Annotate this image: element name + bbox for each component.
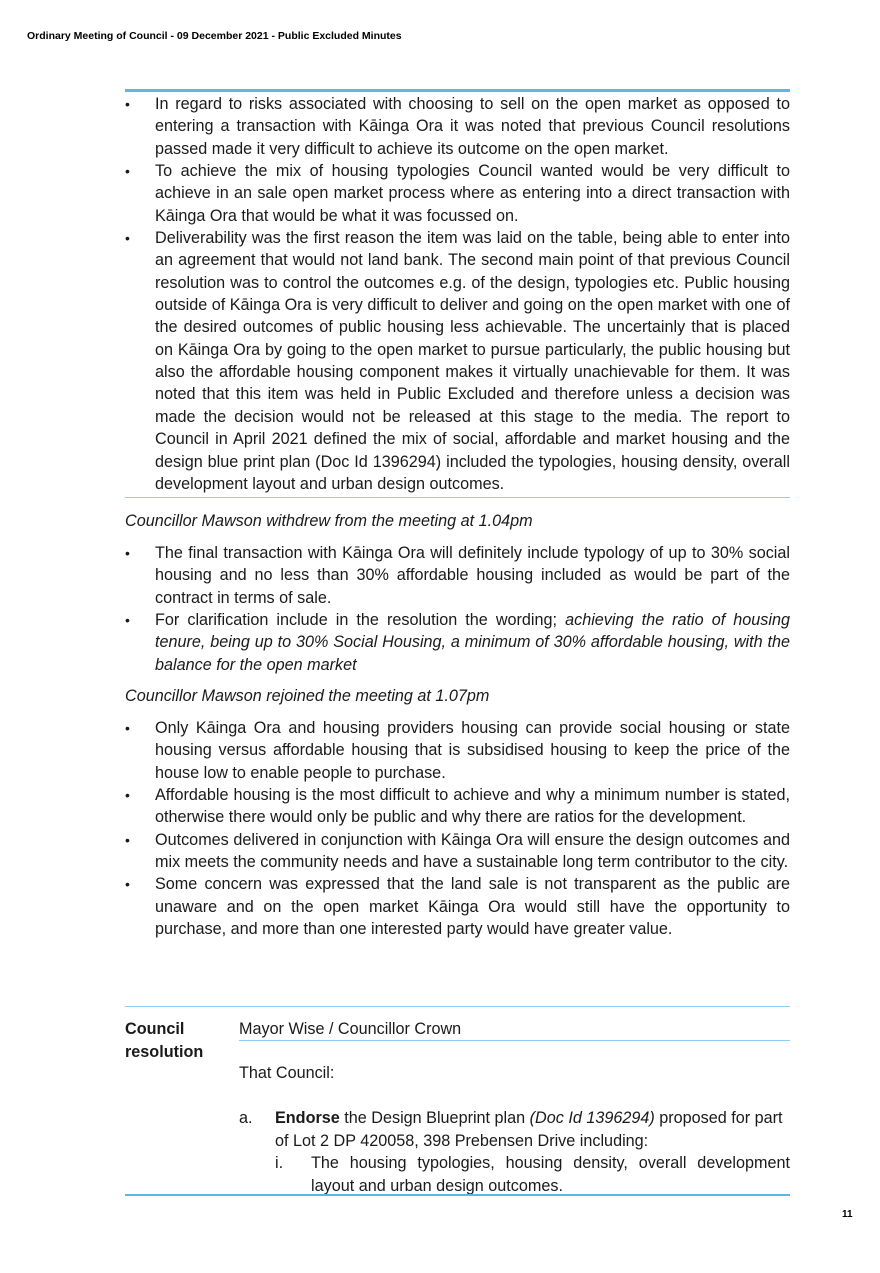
list-item: • The final transaction with Kāinga Ora will definitely include typology of up to 30% social housing and no less than 30% affordable housing included as would be part of the contract in terms of sale. — [125, 544, 790, 607]
bullet-icon: • — [125, 163, 130, 180]
list-item: • In regard to risks associated with choosing to sell on the open market as opposed to entering a transaction with Kāinga Ora it was noted that previous Council resolutions passed made it very difficult to achieve its outcome on the open market. — [125, 95, 790, 158]
bullet-icon: • — [125, 787, 130, 804]
bottom-rule — [125, 1194, 790, 1196]
list-item: • Deliverability was the first reason the item was laid on the table, being able to enter into an agreement that would not land bank. The second main point of that previous Council resolution was to control the outcomes e.g. of the design, typologies etc. Public housing outside of Kāinga Ora is very difficult to deliver and going on the open market with one of the desired outcomes of public housing less achievable. The uncertainly that is placed on Kāinga Ora by going to the open market to pursue particularly, the public housing but also the affordable housing component makes it virtually unachievable for them. It was noted that this item was held in Public Excluded and therefore unless a decision was made the decision would not be released at this stage to the media. The report to Council in April 2021 defined the mix of social, affordable and market housing and the design blue print plan (Doc Id 1396294) included the typologies, housing density, overall development layout and urban design outcomes. — [125, 229, 790, 493]
bullet-icon: • — [125, 720, 130, 736]
list-item: • Only Kāinga Ora and housing providers housing can provide social housing or state housing versus affordable housing that is subsidised housing to keep the price of the house low to enable people to purchase. — [125, 719, 790, 782]
resolution-label: Council resolution — [125, 1020, 204, 1061]
section-rule — [125, 497, 790, 498]
bullet-icon: • — [125, 876, 130, 893]
bullet-icon: • — [125, 230, 130, 247]
movers: Mayor Wise / Councillor Crown — [239, 1020, 462, 1038]
running-header: Ordinary Meeting of Council - 09 December 2021 - Public Excluded Minutes — [27, 30, 402, 42]
minutes-body — [125, 93, 790, 495]
that-council: That Council: — [239, 1064, 335, 1082]
note-rejoined: Councillor Mawson rejoined the meeting at 1.07pm — [125, 687, 490, 705]
bullet-list-2 — [125, 542, 790, 676]
list-item: • Affordable housing is the most difficult to achieve and why a minimum number is stated, otherwise there would only be public and why there are ratios for the development. — [125, 786, 790, 827]
page-number: 11 — [842, 1209, 853, 1220]
bullet-list-3 — [125, 717, 790, 940]
resolution-item-a: a. Endorse the Design Blueprint plan (Doc Id 1396294) proposed for part of Lot 2 DP 420058, 398 Prebensen Drive including: i. The housing typologies, housing density, overall development layout and urban design outcomes. — [239, 1107, 790, 1197]
resolution-top-rule — [125, 1006, 790, 1007]
movers-rule — [239, 1040, 790, 1041]
resolution-item-i: i. The housing typologies, housing density, overall development layout and urban design outcomes. — [275, 1154, 790, 1195]
list-item: • Some concern was expressed that the land sale is not transparent as the public are unaware and on the open market Kāinga Ora would still have the opportunity to purchase, and more than one interested party would have greater value. — [125, 875, 790, 939]
resolution-body — [239, 1018, 790, 1195]
bullet-icon: • — [125, 612, 130, 629]
bullet-icon: • — [125, 831, 130, 848]
list-item: • To achieve the mix of housing typologies Council wanted would be very difficult to achieve in an sale open market process where as entering into a direct transaction with Kāinga Ora that would be what it was focussed on. — [125, 162, 790, 225]
bullet-list-1 — [125, 93, 790, 495]
top-rule — [125, 89, 790, 92]
list-item: • For clarification include in the resolution the wording; achieving the ratio of housing tenure, being up to 30% Social Housing, a minimum of 30% affordable housing, with the balance for the open market — [125, 611, 790, 674]
list-item: • Outcomes delivered in conjunction with Kāinga Ora will ensure the design outcomes and mix meets the community needs and have a sustainable long term contributor to the city. — [125, 830, 790, 872]
bullet-icon: • — [125, 545, 130, 561]
note-withdrew: Councillor Mawson withdrew from the meeting at 1.04pm — [125, 512, 533, 530]
bullet-icon: • — [125, 96, 130, 112]
